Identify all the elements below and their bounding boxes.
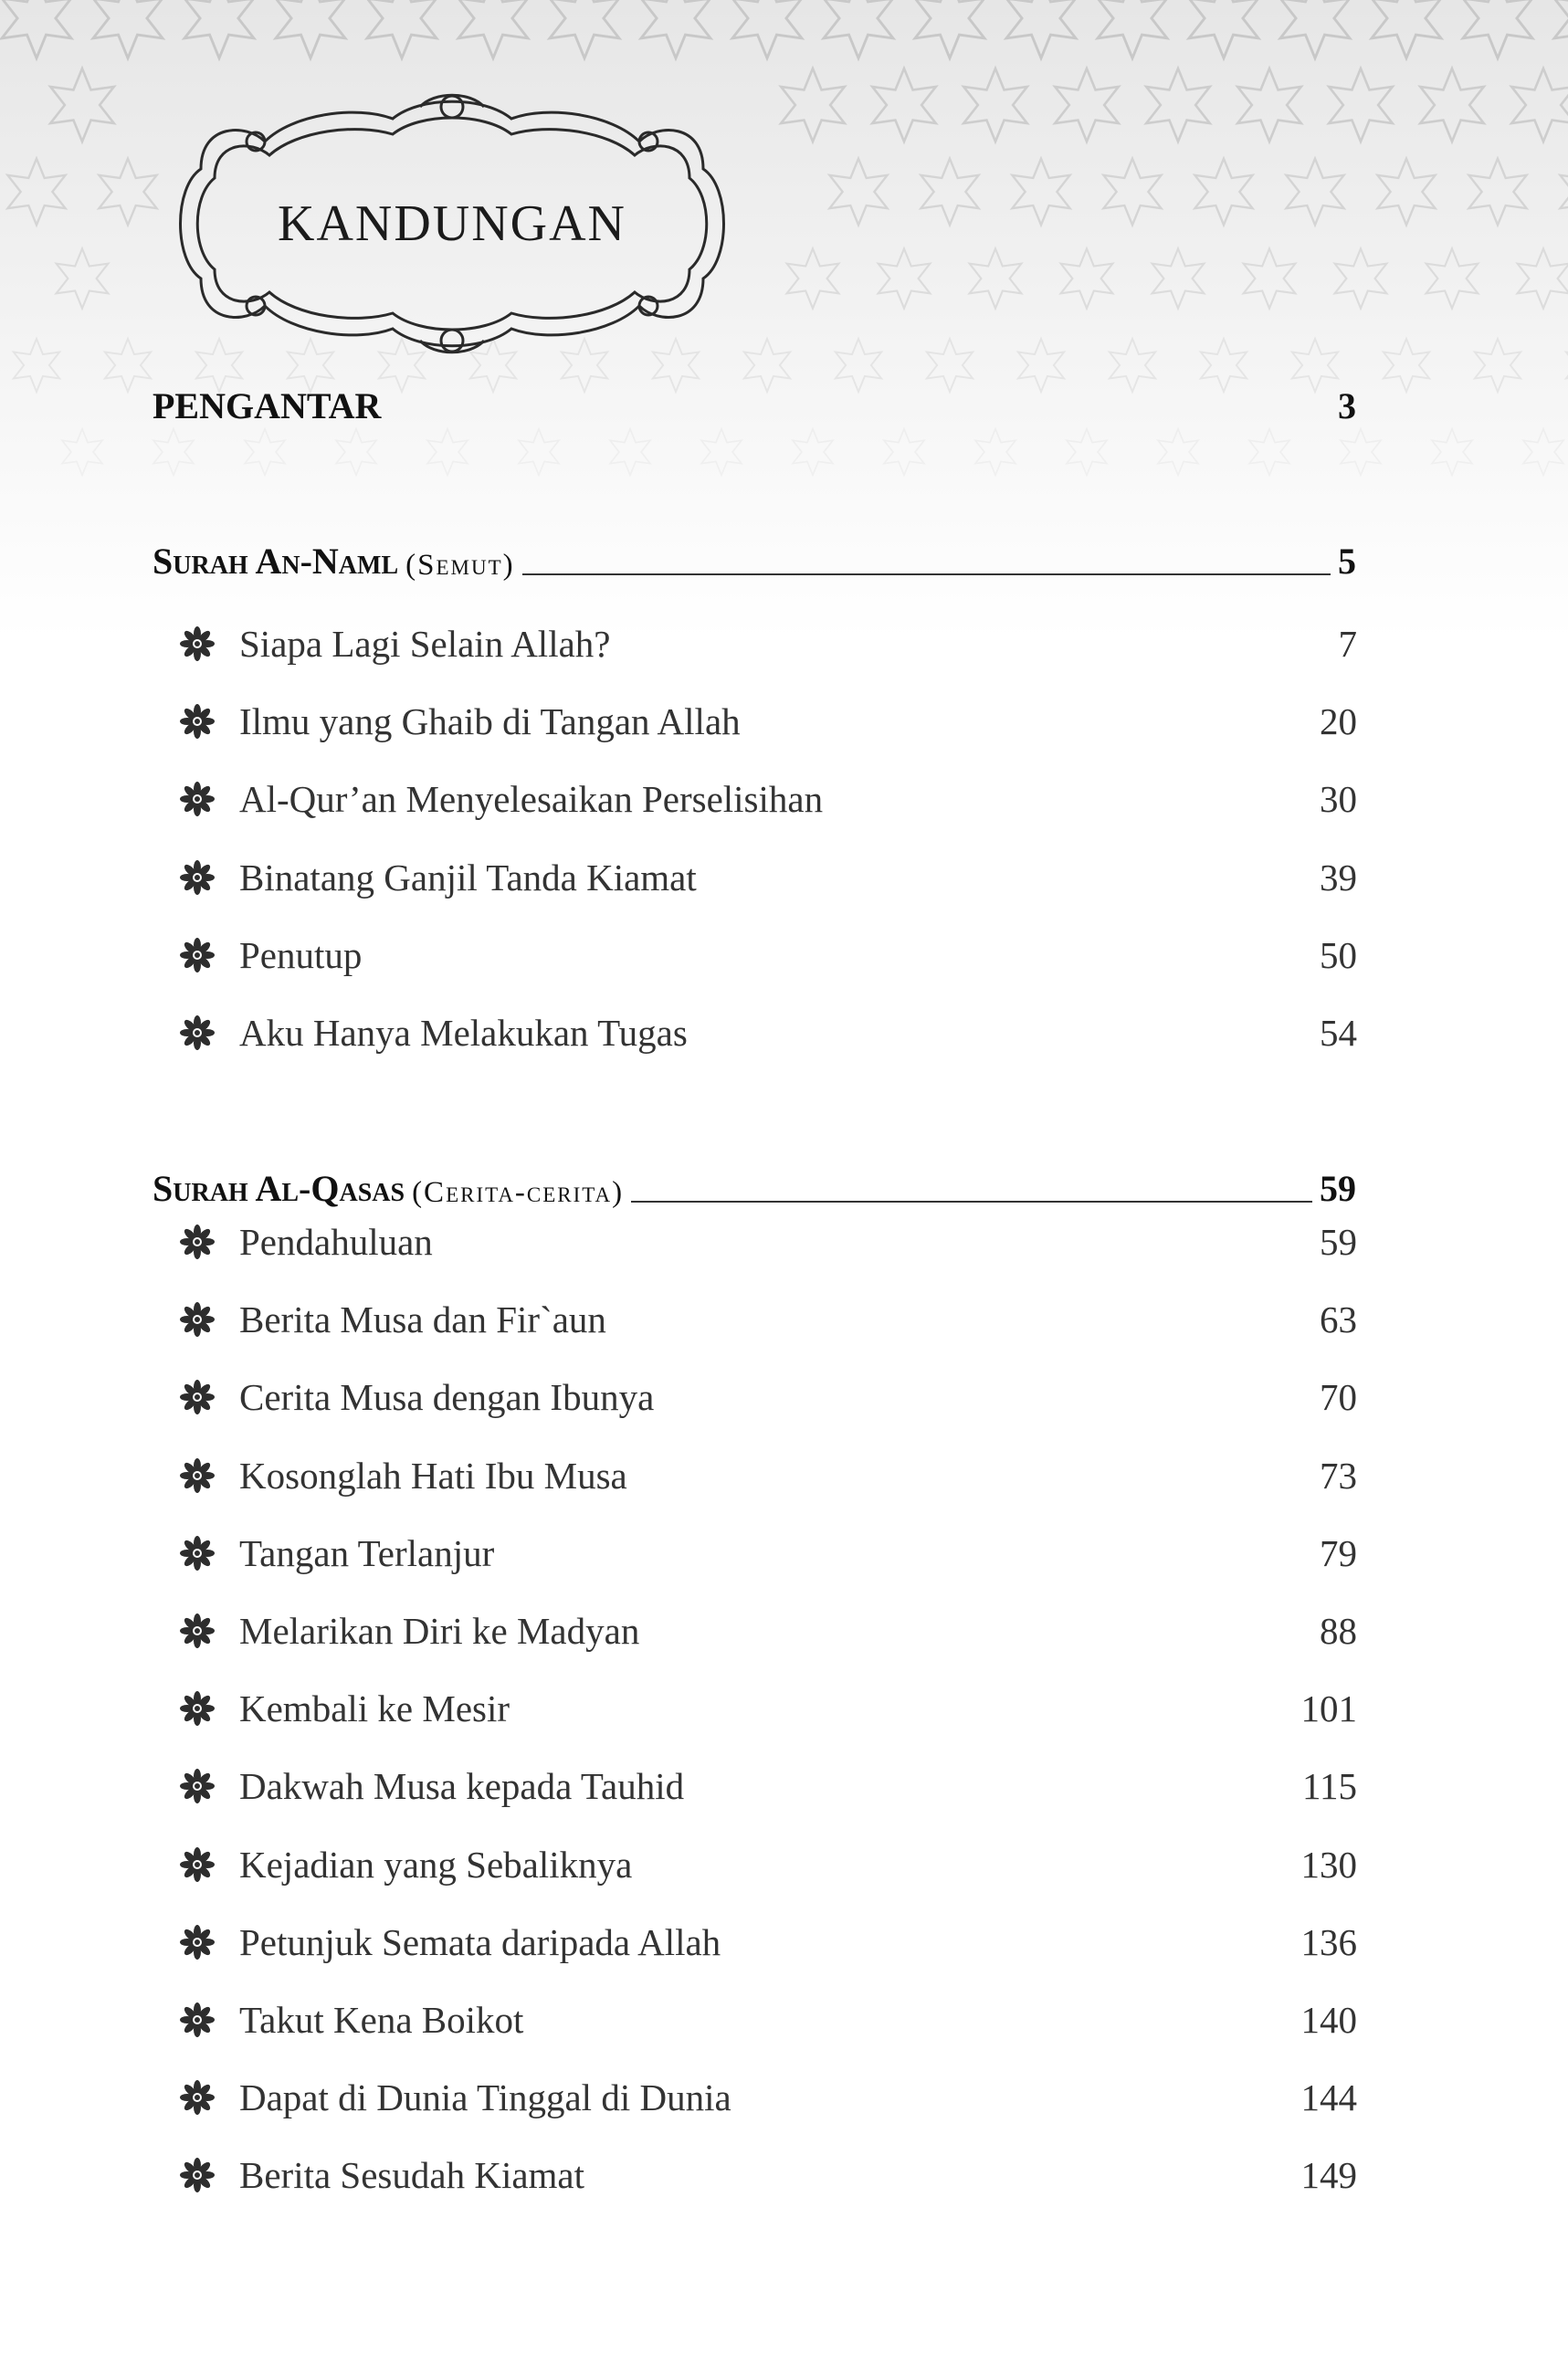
entry-title: Cerita Musa dengan Ibunya [239, 1376, 655, 1419]
section-subtitle: (Semut) [405, 549, 515, 582]
toc-entry[interactable] [179, 1214, 1357, 1269]
section-page-number: 5 [1338, 541, 1356, 582]
entry-page-number: 20 [1320, 700, 1357, 743]
entry-page-number: 59 [1320, 1221, 1357, 1263]
entry-page-number: 70 [1320, 1376, 1357, 1419]
ornament-flower-icon [179, 1535, 216, 1571]
entry-page-number: 30 [1320, 778, 1357, 821]
entry-title: Penutup [239, 933, 363, 976]
toc-entry[interactable] [179, 1992, 1357, 2047]
ornament-flower-icon [179, 1014, 216, 1051]
entry-page-number: 39 [1320, 856, 1357, 899]
toc-entry[interactable] [179, 1292, 1357, 1347]
ornament-flower-icon [179, 2157, 216, 2193]
entry-page-number: 115 [1302, 1765, 1357, 1808]
entry-title: Takut Kena Boikot [239, 1999, 524, 2041]
page-title: KANDUNGAN [278, 195, 626, 252]
ornament-flower-icon [179, 2079, 216, 2116]
toc-section[interactable] [153, 528, 1356, 583]
entry-page-number: 130 [1300, 1843, 1357, 1886]
entry-page-number: 136 [1300, 1920, 1357, 1963]
entry-title: Tangan Terlanjur [239, 1531, 495, 1574]
toc-entry[interactable] [179, 1837, 1357, 1892]
ornament-flower-icon [179, 1457, 216, 1494]
entry-page-number: 144 [1300, 2076, 1357, 2119]
toc-entry[interactable] [179, 694, 1357, 749]
toc-entry[interactable] [179, 1526, 1357, 1581]
section-page-number: 59 [1320, 1168, 1356, 1209]
entry-page-number: 50 [1320, 933, 1357, 976]
toc-entry[interactable] [179, 1448, 1357, 1503]
leader-line [522, 573, 1331, 575]
entry-title: Kosonglah Hati Ibu Musa [239, 1454, 627, 1497]
entry-title: Pendahuluan [239, 1221, 433, 1263]
toc-entry[interactable] [179, 772, 1357, 826]
entry-title: Berita Musa dan Fir`aun [239, 1298, 606, 1341]
entry-page-number: 88 [1320, 1610, 1357, 1652]
entry-title: Al-Qur’an Menyelesaikan Perselisihan [239, 778, 824, 821]
entry-title: Siapa Lagi Selain Allah? [239, 623, 611, 665]
entry-title: Ilmu yang Ghaib di Tangan Allah [239, 700, 741, 743]
ornament-flower-icon [179, 937, 216, 973]
toc-entry[interactable] [179, 1681, 1357, 1736]
entry-page-number: 79 [1320, 1531, 1357, 1574]
toc-entry[interactable] [179, 1759, 1357, 1813]
entry-title: Aku Hanya Melakukan Tugas [239, 1012, 688, 1054]
ornament-flower-icon [179, 781, 216, 817]
entry-page-number: 149 [1300, 2154, 1357, 2197]
ornament-flower-icon [179, 1690, 216, 1727]
section-page-number: 3 [1338, 385, 1356, 426]
entry-title: Melarikan Diri ke Madyan [239, 1610, 640, 1652]
toc-entry[interactable] [179, 1370, 1357, 1424]
section-title: Surah An-Naml [153, 541, 399, 582]
section-title: PENGANTAR [153, 385, 382, 426]
ornament-flower-icon [179, 1846, 216, 1883]
toc-entry[interactable] [179, 1603, 1357, 1658]
leader-line [631, 1201, 1312, 1203]
entry-title: Dakwah Musa kepada Tauhid [239, 1765, 685, 1808]
entry-page-number: 101 [1300, 1687, 1357, 1730]
ornament-flower-icon [179, 1768, 216, 1804]
toc-section[interactable] [153, 1155, 1356, 1210]
entry-title: Berita Sesudah Kiamat [239, 2154, 585, 2197]
toc-entry[interactable] [179, 2148, 1357, 2202]
entry-page-number: 54 [1320, 1012, 1357, 1054]
entry-page-number: 73 [1320, 1454, 1357, 1497]
toc-entry[interactable] [179, 2070, 1357, 2125]
toc-entry[interactable] [179, 1915, 1357, 1970]
entry-title: Petunjuk Semata daripada Allah [239, 1920, 721, 1963]
entry-page-number: 63 [1320, 1298, 1357, 1341]
section-subtitle: (Cerita-cerita) [412, 1176, 625, 1209]
ornament-flower-icon [179, 2002, 216, 2038]
ornament-flower-icon [179, 625, 216, 662]
entry-title: Kembali ke Mesir [239, 1687, 510, 1730]
entry-page-number: 7 [1338, 623, 1357, 665]
toc-entry[interactable] [179, 850, 1357, 905]
toc-entry[interactable] [179, 928, 1357, 983]
ornament-flower-icon [179, 703, 216, 740]
ornament-flower-icon [179, 1224, 216, 1260]
entry-title: Kejadian yang Sebaliknya [239, 1843, 633, 1886]
ornament-flower-icon [179, 1613, 216, 1649]
entry-title: Binatang Ganjil Tanda Kiamat [239, 856, 697, 899]
toc-preface[interactable] [153, 373, 1356, 427]
section-title: Surah Al-Qasas [153, 1168, 405, 1209]
entry-page-number: 140 [1300, 1999, 1357, 2041]
ornament-flower-icon [179, 1924, 216, 1960]
toc-entry[interactable] [179, 1005, 1357, 1060]
ornament-flower-icon [179, 1379, 216, 1415]
ornament-flower-icon [179, 1301, 216, 1338]
toc-entry[interactable] [179, 616, 1357, 671]
ornament-flower-icon [179, 859, 216, 896]
entry-title: Dapat di Dunia Tinggal di Dunia [239, 2076, 731, 2119]
title-frame [146, 87, 758, 361]
